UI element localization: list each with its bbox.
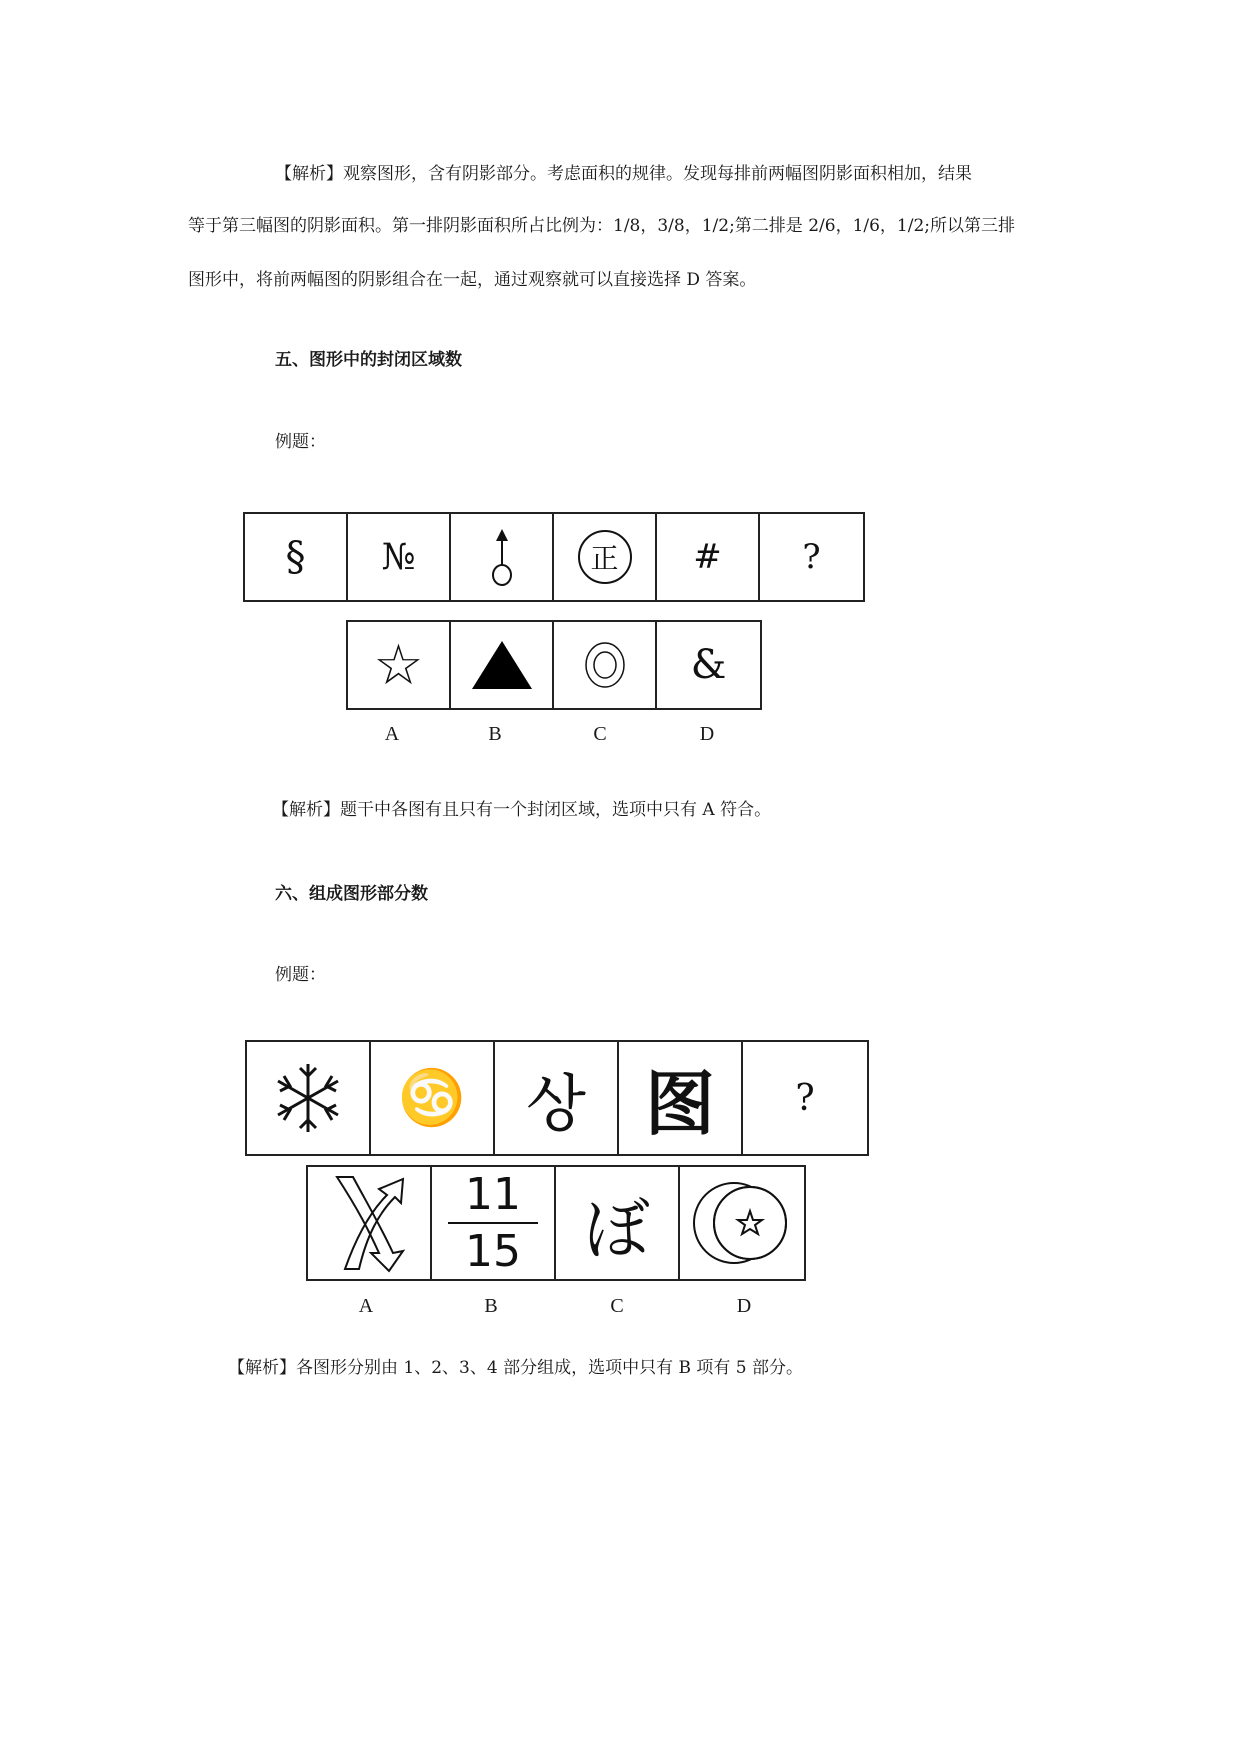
question-cell-4: 图 (619, 1042, 743, 1154)
zheng-character: 正 (590, 542, 619, 575)
options-row-closed-regions (346, 620, 762, 710)
question-cell-3: 상 (495, 1042, 619, 1154)
question-cell-3 (451, 514, 554, 600)
option-b-cell (451, 622, 554, 708)
option-d-cell (680, 1167, 804, 1279)
question-cell-4 (554, 514, 657, 600)
question-cell-2: № (348, 514, 451, 600)
fraction-denominator: 15 (465, 1226, 521, 1277)
double-circle-icon (583, 639, 627, 691)
example-label: 例题： (275, 965, 326, 985)
options-row-component-parts (306, 1165, 806, 1281)
question-cell-2: ♋ (371, 1042, 495, 1154)
analysis-paragraph-line3: 图形中，将前两幅图的阴影组合在一起，通过观察就可以直接选择 D 答案。 (188, 270, 757, 290)
analysis-paragraph-line2: 等于第三幅图的阴影面积。第一排阴影面积所占比例为：1/8，3/8，1/2;第二排是 2/6，1/6，1/2;所以第三排 (188, 216, 1016, 236)
option-label-d: D (736, 1295, 752, 1317)
fraction-bar (448, 1222, 538, 1224)
question-row-component-parts (245, 1040, 869, 1156)
option-label-a: A (358, 1295, 374, 1317)
crescent-star-icon (690, 1175, 794, 1271)
option-label-b: B (488, 723, 502, 745)
example-label: 例题： (275, 432, 326, 452)
question-cell-5: # (657, 514, 760, 600)
option-b-cell (432, 1167, 556, 1279)
question-row-closed-regions (243, 512, 865, 602)
section-heading-closed-regions: 五、图形中的封闭区域数 (275, 350, 462, 370)
option-label-c: C (610, 1295, 624, 1317)
option-c-cell (554, 622, 657, 708)
analysis-closed-regions: 【解析】题干中各图有且只有一个封闭区域，选项中只有 A 符合。 (272, 800, 772, 820)
option-a-cell: ☆ (348, 622, 451, 708)
option-d-cell: & (690, 642, 727, 688)
fraction-numerator: 11 (465, 1169, 521, 1220)
option-a-cell (308, 1167, 432, 1279)
filled-triangle-icon (470, 639, 534, 691)
analysis-paragraph-line1: 【解析】观察图形，含有阴影部分。考虑面积的规律。发现每排前两幅图阴影面积相加，结果 (275, 164, 972, 184)
option-c-cell: ぼ (556, 1167, 680, 1279)
option-label-a: A (384, 723, 400, 745)
question-cell-6: ? (802, 537, 821, 577)
snowflake-icon (268, 1058, 348, 1138)
question-cell-5: ? (795, 1077, 815, 1119)
question-cell-1: § (245, 514, 348, 600)
option-label-b: B (484, 1295, 498, 1317)
section-heading-component-parts: 六、组成图形部分数 (275, 884, 428, 904)
question-cell-1 (247, 1042, 371, 1154)
option-label-d: D (699, 723, 715, 745)
male-symbol-icon (482, 525, 522, 589)
analysis-component-parts: 【解析】各图形分别由 1、2、3、4 部分组成，选项中只有 B 项有 5 部分。 (228, 1358, 803, 1378)
option-label-c: C (593, 723, 607, 745)
crossing-arrows-icon (319, 1171, 419, 1275)
